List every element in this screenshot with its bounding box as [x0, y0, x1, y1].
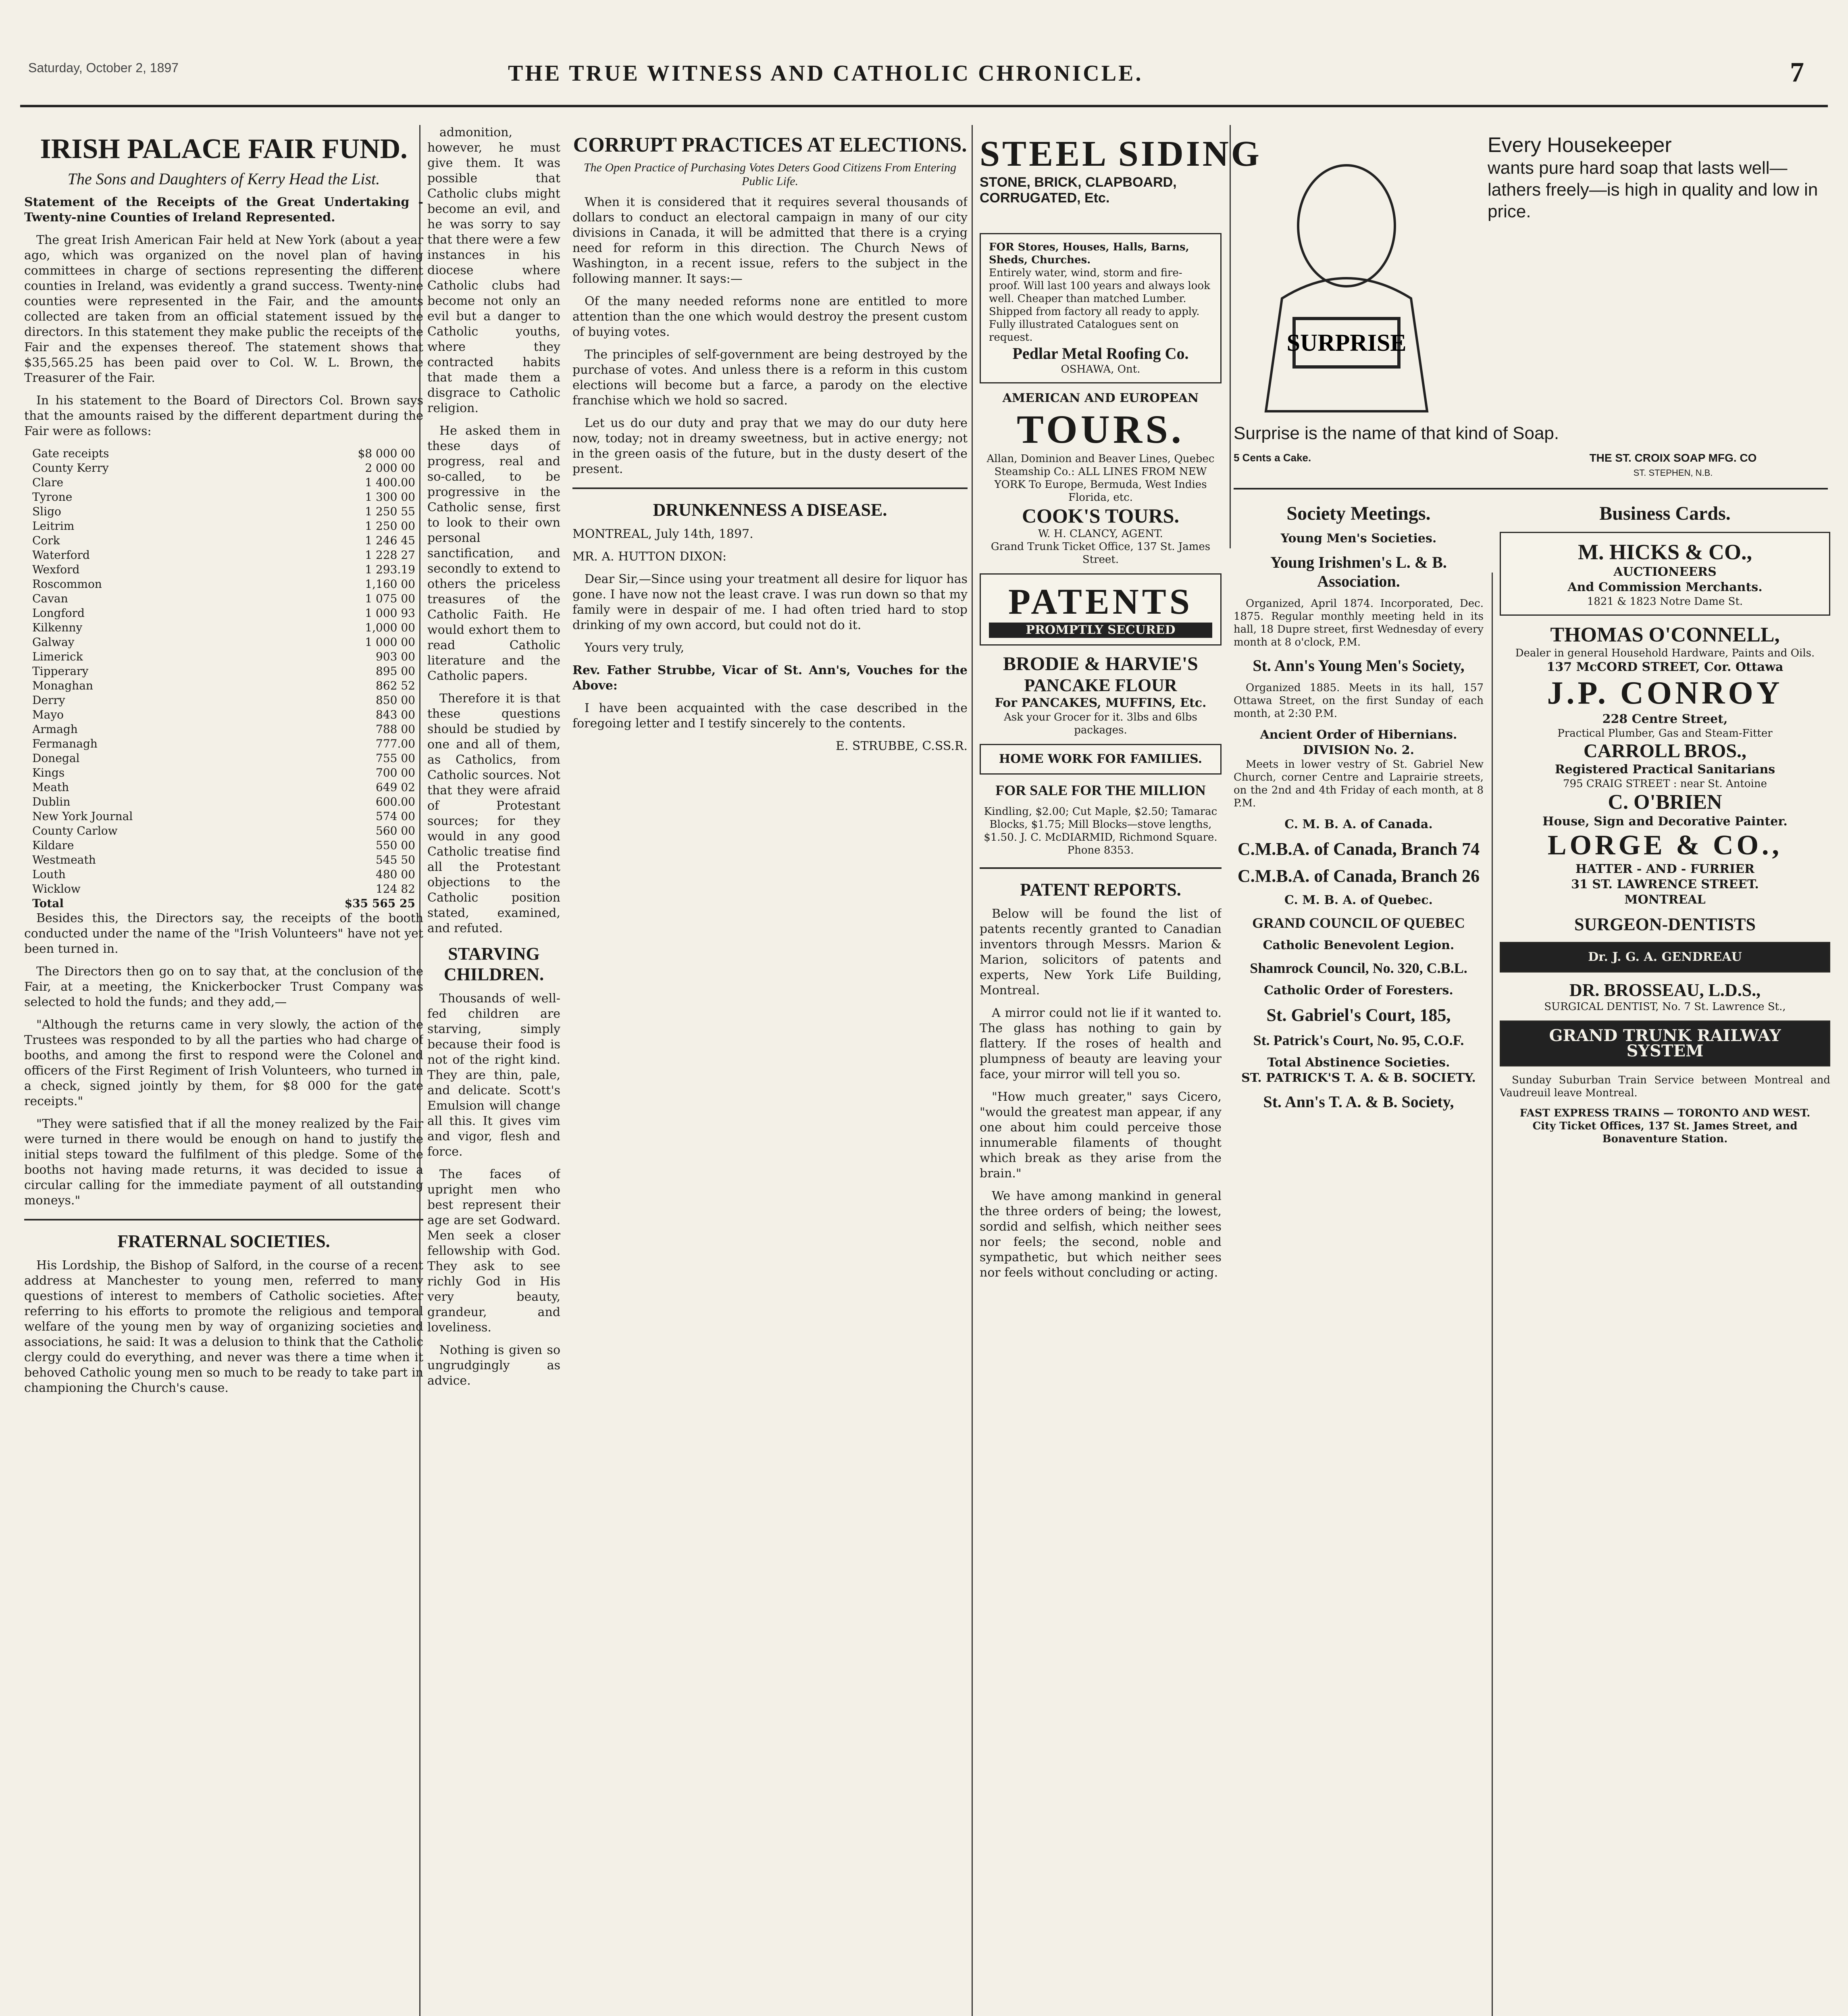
paragraph: admonition, however, he must give them. It was possible that Catholic clubs might become an evil, and he was sorry to say that there were a few instances in his diocese where Catholic clubs had become not only an evil but a danger to Catholic youths, where they contracted habits that made them a disgrace to Catholic religion.: [427, 125, 560, 415]
paragraph: Below will be found the list of patents recently granted to Canadian inventors through Messrs. Marion & Marion, solicitors of patents and experts, New York Life Building, Montreal.: [980, 907, 1222, 998]
grand-trunk-banner: GRAND TRUNK RAILWAY SYSTEM: [1500, 1020, 1830, 1066]
receipt-row: [24, 446, 423, 461]
receipt-amount: 895 00: [376, 664, 415, 678]
receipt-amount: 124 82: [376, 882, 415, 896]
receipt-amount: 1 250 00: [365, 519, 415, 533]
oconnell-address: 137 McCORD STREET, Cor. Ottawa: [1546, 660, 1783, 674]
paragraph: His Lordship, the Bishop of Salford, in the course of a recent address at Manchester to young men, referred to many questions of interest to members of Catholic societies. After referring to his efforts to promote the religious and temporal welfare of the young men by way of organizing societies and associations, he said: It was a delusion to think that the Catholic clergy could do everything, and never was there a time when it behoved Catholic young men so much to be ready to take part in championing the Church's cause.: [24, 1258, 423, 1395]
ad-body: Entirely water, wind, storm and fire-proof. Will last 100 years and always look well. Cheaper than matched Lumber. Shipped from factory all ready to apply. Fully illustrated Catalogues sent on request.: [989, 267, 1210, 344]
receipt-label: Kilkenny: [32, 621, 83, 634]
column-5: [1234, 496, 1484, 2016]
article-heading: IRISH PALACE FAIR FUND.: [40, 133, 408, 165]
receipt-label: Kings: [32, 766, 65, 779]
receipt-row: [24, 780, 423, 795]
column-3: [572, 125, 968, 2016]
brodie-note: Ask your Grocer for it. 3lbs and 6lbs packages.: [1004, 711, 1197, 736]
receipt-label: Wexford: [32, 563, 80, 576]
surgeon-title: SURGEON-DENTISTS: [1574, 914, 1756, 934]
paragraph: The Directors then go on to say that, at the conclusion of the Fair, at a meeting, the Knickerbocker Trust Company was selected to hold the funds; and they add,—: [24, 964, 423, 1009]
receipt-label: Longford: [32, 606, 85, 620]
receipt-label: Leitrim: [32, 519, 75, 533]
tours-label: AMERICAN AND EUROPEAN: [1002, 391, 1199, 405]
for-sale-body: Kindling, $2.00; Cut Maple, $2.50; Tamarac Blocks, $1.75; Mill Blocks—stove lengths, $1.50. J. C. McDIARMID, Richmond Square. Phone 8353.: [984, 806, 1217, 856]
receipt-amount: 1 228 27: [365, 548, 415, 562]
ad-company: Pedlar Metal Roofing Co.: [1012, 344, 1189, 362]
conroy-name: J.P. CONROY: [1547, 675, 1783, 711]
obrien-name: C. O'BRIEN: [1608, 791, 1722, 814]
paragraph: He asked them in these days of progress, real and so-called, to be progressive in the Catholic sense, first to look to their own personal sanctification, and secondly to extend to others the priceless treasures of the Catholic Faith. He would exhort them to read Catholic literature and the Catholic papers.: [427, 424, 560, 683]
receipt-amount: 777.00: [376, 737, 415, 750]
receipt-label: Roscommon: [32, 577, 102, 591]
receipt-amount: 843 00: [376, 708, 415, 721]
oconnell-body: Dealer in general Household Hardware, Paints and Oils.: [1515, 647, 1815, 659]
receipt-label: Limerick: [32, 650, 83, 663]
brosseau-name: DR. BROSSEAU, L.D.S.,: [1569, 980, 1761, 1000]
receipt-amount: 550 00: [376, 839, 415, 852]
receipt-label: Wicklow: [32, 882, 81, 896]
receipt-row: [24, 693, 423, 708]
receipt-amount: 1 000 00: [365, 635, 415, 649]
article-heading: CORRUPT PRACTICES AT ELECTIONS.: [573, 133, 967, 156]
paragraph: Meets in lower vestry of St. Gabriel New Church, corner Centre and Laprairie streets, on the 2nd and 4th Friday of each month, at 8 P.M.: [1234, 758, 1484, 809]
ad-title: Every Housekeeper: [1488, 133, 1672, 157]
total-amount: $35 565 25: [344, 897, 415, 910]
receipt-row: [24, 533, 423, 548]
paragraph: Therefore it is that these questions should be studied by one and all of them, as Catholics, from Catholic sources. Not that they were afraid of Protestant sources; for they would in any good Catholic treatise find all the Protestant objections to the Catholic position stated, examined, and refuted.: [427, 691, 560, 935]
receipt-row: [24, 461, 423, 475]
paragraph: "How much greater," says Cicero, "would the greatest man appear, if any one about him could perceive those innumerable filaments of thought which break as they arise from the brain.": [980, 1090, 1222, 1181]
receipt-row: [24, 475, 423, 490]
receipt-label: Dublin: [32, 795, 71, 808]
receipt-row: [24, 650, 423, 664]
newspaper-title: THE TRUE WITNESS AND CATHOLIC CHRONICLE.: [508, 61, 1143, 86]
paragraph: In his statement to the Board of Directors Col. Brown says that the amounts raised by the different department during the Fair were as follows:: [24, 394, 423, 438]
surprise-soap-illustration: [1226, 129, 1488, 419]
surprise-line: Surprise is the name of that kind of Soap.: [1234, 423, 1559, 443]
society-name: Shamrock Council, No. 320, C.B.L.: [1250, 960, 1467, 976]
receipt-label: Westmeath: [32, 853, 96, 866]
fast-express: FAST EXPRESS TRAINS — TORONTO AND WEST.: [1519, 1107, 1811, 1119]
receipt-amount: 1 246 45: [365, 534, 415, 547]
receipt-amount: 600.00: [376, 795, 415, 808]
hicks-address: 1821 & 1823 Notre Dame St.: [1587, 596, 1743, 608]
receipt-amount: 1 075 00: [365, 592, 415, 605]
conroy-address: 228 Centre Street,: [1602, 712, 1728, 726]
society-sub: Young Men's Societies.: [1280, 531, 1437, 546]
receipt-row: [24, 664, 423, 679]
paragraph: Of the many needed reforms none are entitled to more attention than the one which would destroy the present custom of buying votes.: [572, 294, 968, 339]
paragraph: When it is considered that it requires several thousands of dollars to conduct an electoral campaign in many of our city divisions in Canada, it will be admitted that there is a crying need for reform in this direction. The Church News of Washington, in a recent issue, refers to the subject in the following manner. It says:—: [572, 195, 968, 286]
column-2-text: [427, 125, 560, 2016]
receipt-amount: 560 00: [376, 824, 415, 837]
receipt-row: [24, 606, 423, 621]
society-sub: Catholic Benevolent Legion.: [1263, 938, 1455, 952]
column-6: [1500, 496, 1830, 2016]
article-subheading: The Sons and Daughters of Kerry Head the List.: [67, 170, 380, 188]
receipt-amount: 1 300 00: [365, 490, 415, 504]
receipt-label: Armagh: [32, 723, 78, 736]
society-name: C.M.B.A. of Canada, Branch 26: [1237, 866, 1480, 886]
receipt-amount: 1 000 93: [365, 606, 415, 620]
receipt-row: [24, 562, 423, 577]
receipt-amount: 480 00: [376, 868, 415, 881]
section-divider: [572, 487, 968, 489]
for-sale-title: FOR SALE FOR THE MILLION: [995, 782, 1206, 798]
society-name: C.M.B.A. of Canada, Branch 74: [1237, 839, 1480, 859]
tours-body: Allan, Dominion and Beaver Lines, Quebec Steamship Co.: ALL LINES FROM NEW YORK To Europe, Bermuda, West Indies Florida, etc.: [986, 453, 1215, 504]
section-divider: [980, 867, 1222, 869]
society-name: St. Gabriel's Court, 185,: [1266, 1005, 1451, 1025]
brodie-body: For PANCAKES, MUFFINS, Etc.: [995, 696, 1207, 710]
article-intro: Statement of the Receipts of the Great Undertaking - Twenty-nine Counties of Ireland Represented.: [24, 195, 423, 225]
receipt-amount: 1 250 55: [365, 505, 415, 518]
receipt-label: Tyrone: [32, 490, 73, 504]
endorsement-title: Rev. Father Strubbe, Vicar of St. Ann's, Vouches for the Above:: [572, 663, 968, 693]
carroll-address: 795 CRAIG STREET : near St. Antoine: [1563, 778, 1767, 790]
receipt-label: Clare: [32, 476, 64, 489]
receipt-label: Louth: [32, 868, 66, 881]
receipt-row: [24, 577, 423, 591]
receipt-label: Cavan: [32, 592, 68, 605]
receipt-amount: 1 400.00: [365, 476, 415, 489]
paragraph: A mirror could not lie if it wanted to. The glass has nothing to gain by flattery. If the roses of health and plumpness of beauty are leaving your face, your mirror will tell you so.: [980, 1006, 1222, 1081]
receipt-label: Meath: [32, 781, 69, 794]
paragraph: We have among mankind in general the three orders of being; the lowest, sordid and selfish, which neither sees nor feels; the second, noble and sympathetic, but which neither sees nor feels without concluding or acting.: [980, 1189, 1222, 1280]
article-subheading: The Open Practice of Purchasing Votes Deters Good Citizens From Entering Public Life.: [583, 161, 957, 188]
brodie-title: BRODIE & HARVIE'S: [1003, 653, 1198, 675]
ad-subtitle: STONE, BRICK, CLAPBOARD, CORRUGATED, Etc.: [980, 175, 1177, 206]
receipt-label: County Carlow: [32, 824, 118, 837]
receipt-row: [24, 504, 423, 519]
surprise-price: 5 Cents a Cake.: [1234, 452, 1311, 464]
housekeeper-ad: [1488, 133, 1826, 223]
column-separator: [1492, 573, 1493, 2016]
agent-name: W. H. CLANCY, AGENT.: [1038, 528, 1163, 540]
conroy-body: Practical Plumber, Gas and Steam-Fitter: [1557, 727, 1773, 739]
hicks-sub2: And Commission Merchants.: [1567, 580, 1763, 594]
society-title: Society Meetings.: [1286, 503, 1431, 524]
carroll-name: CARROLL BROS.,: [1583, 740, 1747, 762]
receipt-amount: 649 02: [376, 781, 415, 794]
receipt-row: [24, 867, 423, 882]
divider: [1234, 488, 1828, 489]
salutation: MR. A. HUTTON DIXON:: [572, 550, 727, 564]
paragraph: The faces of upright men who best represent their age are set Godward. Men seek a closer fellowship with God. They ask to see richly God in His very beauty, grandeur, and loveliness.: [427, 1167, 560, 1335]
receipt-row: [24, 838, 423, 853]
receipts-table: [24, 446, 423, 896]
receipt-amount: 574 00: [376, 810, 415, 823]
column-4: [980, 226, 1222, 2016]
section-title: PATENT REPORTS.: [1020, 880, 1181, 900]
paragraph: "They were satisfied that if all the money realized by the Fair were turned in there would be enough on hand to justify the initial steps toward the fulfilment of this pledge. Some of the booths not having made returns, it was decided to issue a circular calling for the immediate payment of all outstanding moneys.": [24, 1117, 423, 1208]
paragraph: Organized, April 1874. Incorporated, Dec. 1875. Regular monthly meeting held in its hall, 18 Dupre street, first Wednesday of every month at 8 o'clock, P.M.: [1234, 598, 1484, 648]
paragraph: The great Irish American Fair held at New York (about a year ago, which was organized on the novel plan of having committees in charge of sections representing the different counties in Ireland, was evidently a grand success. Twenty-nine counties were represented in the Fair, and the amounts collected are taken from an official statement issued by the directors. In this statement they make public the receipts of the Fair and the expenses thereof. The statement shows that $35,565.25 has been paid over to Col. W. L. Brown, the Treasurer of the Fair.: [24, 233, 423, 385]
ad-title: STEEL SIDING: [980, 134, 1262, 174]
receipt-row: [24, 795, 423, 809]
receipt-amount: 862 52: [376, 679, 415, 692]
receipt-row: [24, 621, 423, 635]
paragraph: Besides this, the Directors say, the receipts of the booth conducted under the name of the "Irish Volunteers" have not yet been turned in.: [24, 911, 423, 956]
section-title: STARVING CHILDREN.: [443, 944, 544, 984]
receipt-row: [24, 853, 423, 867]
society-name: St. Ann's T. A. & B. Society,: [1263, 1093, 1454, 1111]
receipt-label: New York Journal: [32, 810, 133, 823]
brodie-subtitle: PANCAKE FLOUR: [1024, 675, 1177, 695]
receipt-label: Waterford: [32, 548, 90, 562]
society-name: ST. PATRICK'S T. A. & B. SOCIETY.: [1241, 1071, 1476, 1085]
patents-title: PATENTS: [1008, 582, 1193, 622]
receipt-label: Derry: [32, 694, 65, 707]
receipt-row: [24, 824, 423, 838]
paragraph: Thousands of well-fed children are starving, simply because their food is not of the right kind. They are thin, pale, and delicate. Scott's Emulsion will change all this. It gives vim and vigor, flesh and force.: [427, 991, 560, 1159]
receipt-row: [24, 882, 423, 896]
hicks-sub: AUCTIONEERS: [1613, 565, 1717, 579]
paragraph: "Although the returns came in very slowly, the action of the Trustees was responded to by all the parties who had charge of booths, and among the first to respond were the Colonel and officers of the First Regiment of Irish Volunteers, who turned in a check, signed jointly by them, for $8 000 for the gate receipts.": [24, 1018, 423, 1108]
ad-for: FOR Stores, Houses, Halls, Barns, Sheds, Churches.: [989, 241, 1189, 266]
paragraph: Sunday Suburban Train Service between Montreal and Vaudreuil leave Montreal.: [1500, 1074, 1830, 1099]
section-title: FRATERNAL SOCIETIES.: [117, 1231, 330, 1251]
oconnell-name: THOMAS O'CONNELL,: [1550, 623, 1780, 646]
receipt-label: Fermanagh: [32, 737, 98, 750]
society-sub: Ancient Order of Hibernians.: [1260, 728, 1457, 742]
receipt-label: Cork: [32, 534, 60, 547]
lorge-address: 31 ST. LAWRENCE STREET.: [1571, 877, 1759, 891]
dateline: MONTREAL, July 14th, 1897.: [572, 527, 753, 541]
paragraph: I have been acquainted with the case described in the foregoing letter and I testify sincerely to the contents.: [572, 701, 968, 731]
agent-address: Grand Trunk Ticket Office, 137 St. James Street.: [991, 541, 1211, 566]
society-name: Young Irishmen's L. & B. Association.: [1270, 553, 1447, 590]
sign-off: Yours very truly,: [585, 641, 685, 655]
lorge-body: HATTER - AND - FURRIER: [1575, 862, 1754, 876]
patents-ad: [980, 573, 1222, 646]
receipt-amount: $8 000 00: [358, 447, 415, 460]
receipt-label: Sligo: [32, 505, 61, 518]
lorge-name: LORGE & CO.,: [1547, 830, 1783, 861]
receipt-amount: 903 00: [376, 650, 415, 663]
receipt-label: Monaghan: [32, 679, 93, 692]
receipt-label: Galway: [32, 635, 75, 649]
hicks-ad: [1500, 532, 1830, 616]
surprise-city: ST. STEPHEN, N.B.: [1633, 468, 1713, 478]
column-separator: [972, 125, 973, 2016]
receipt-amount: 700 00: [376, 766, 415, 779]
society-name: GRAND COUNCIL OF QUEBEC: [1252, 915, 1465, 931]
section-divider: [24, 1219, 423, 1220]
receipt-amount: 788 00: [376, 723, 415, 736]
page-number: 7: [1790, 57, 1804, 88]
receipt-amount: 545 50: [376, 853, 415, 866]
masthead-rule: [20, 105, 1828, 107]
svg-text:SURPRISE: SURPRISE: [1286, 329, 1407, 356]
obrien-body: House, Sign and Decorative Painter.: [1542, 814, 1788, 829]
receipt-row: [24, 722, 423, 737]
brosseau-body: SURGICAL DENTIST, No. 7 St. Lawrence St.,: [1544, 1001, 1786, 1013]
receipt-label: County Kerry: [32, 461, 109, 475]
receipt-label: Kildare: [32, 839, 74, 852]
paragraph: Let us do our duty and pray that we may do our duty here now, today; not in dreamy sweetness, but in active energy; not in the green oasis of the future, but in the dusty desert of the present.: [572, 416, 968, 476]
receipt-label: Donegal: [32, 752, 80, 765]
receipt-row: [24, 519, 423, 533]
receipt-row: [24, 766, 423, 780]
receipt-row: [24, 490, 423, 504]
ad-body: wants pure hard soap that lasts well—lathers freely—is high in quality and low in price.: [1488, 158, 1818, 221]
paragraph: Nothing is given so ungrudgingly as advice.: [427, 1343, 560, 1388]
city-ticket: City Ticket Offices, 137 St. James Street, and Bonaventure Station.: [1532, 1120, 1798, 1145]
receipt-amount: 850 00: [376, 694, 415, 707]
section-title: DRUNKENNESS A DISEASE.: [653, 500, 887, 520]
receipt-row: [24, 809, 423, 824]
receipt-row: [24, 591, 423, 606]
society-sub: C. M. B. A. of Canada.: [1284, 817, 1433, 831]
paragraph: Dear Sir,—Since using your treatment all desire for liquor has gone. I have now not the least crave. I was run down so that my family were in despair of me. I had often tried hard to stop drinking of my own accord, but could not do it.: [572, 572, 968, 632]
signature: E. STRUBBE, C.SS.R.: [835, 739, 968, 753]
receipt-row: [24, 679, 423, 693]
carroll-body: Registered Practical Sanitarians: [1555, 762, 1775, 777]
receipt-row: [24, 751, 423, 766]
society-sub: Catholic Order of Foresters.: [1264, 983, 1453, 998]
masthead: [0, 0, 1848, 109]
cooks-tours: COOK'S TOURS.: [1022, 504, 1179, 527]
woman-with-soap-illustration: [1226, 129, 1488, 419]
ad-city: OSHAWA, Ont.: [1061, 363, 1140, 375]
society-sub: C. M. B. A. of Quebec.: [1284, 893, 1433, 907]
patents-sub: PROMPTLY SECURED: [989, 623, 1212, 638]
surprise-company: THE ST. CROIX SOAP MFG. CO: [1589, 452, 1757, 464]
receipt-row: [24, 635, 423, 650]
receipt-amount: 1,160 00: [365, 577, 415, 591]
receipt-label: Gate receipts: [32, 447, 109, 460]
paragraph: Organized 1885. Meets in its hall, 157 Ottawa Street, on the first Sunday of each month, at 2:30 P.M.: [1234, 682, 1484, 720]
receipt-amount: 1 293.19: [365, 563, 415, 576]
paragraph: The principles of self-government are being destroyed by the purchase of votes. And unless there is a reform in this custom elections will become but a farce, a parody on the elective franchise which we hold so sacred.: [572, 348, 968, 408]
receipt-amount: 2 000 00: [365, 461, 415, 475]
receipt-amount: 755 00: [376, 752, 415, 765]
lorge-city: MONTREAL: [1624, 893, 1706, 907]
receipt-row: [24, 737, 423, 751]
tours-title: TOURS.: [1017, 407, 1184, 452]
receipt-amount: 1,000 00: [365, 621, 415, 634]
business-title: Business Cards.: [1599, 503, 1731, 524]
total-label: Total: [32, 897, 64, 910]
steel-siding-details: [980, 233, 1222, 383]
gendreau-ad: Dr. J. G. A. GENDREAU: [1500, 942, 1830, 973]
date-line: Saturday, October 2, 1897: [28, 60, 179, 75]
receipt-label: Mayo: [32, 708, 64, 721]
society-name: St. Patrick's Court, No. 95, C.O.F.: [1253, 1032, 1464, 1048]
receipt-row: [24, 548, 423, 562]
society-name: St. Ann's Young Men's Society,: [1253, 656, 1465, 675]
home-work-ad: HOME WORK FOR FAMILIES.: [980, 744, 1222, 775]
society-sub: Total Abstinence Societies.: [1267, 1056, 1450, 1070]
receipt-row: [24, 708, 423, 722]
column-1: [24, 125, 423, 2016]
hicks-name: M. HICKS & CO.,: [1578, 540, 1752, 564]
receipts-total: [24, 896, 423, 911]
receipt-label: Tipperary: [32, 664, 89, 678]
society-division: DIVISION No. 2.: [1303, 743, 1415, 757]
